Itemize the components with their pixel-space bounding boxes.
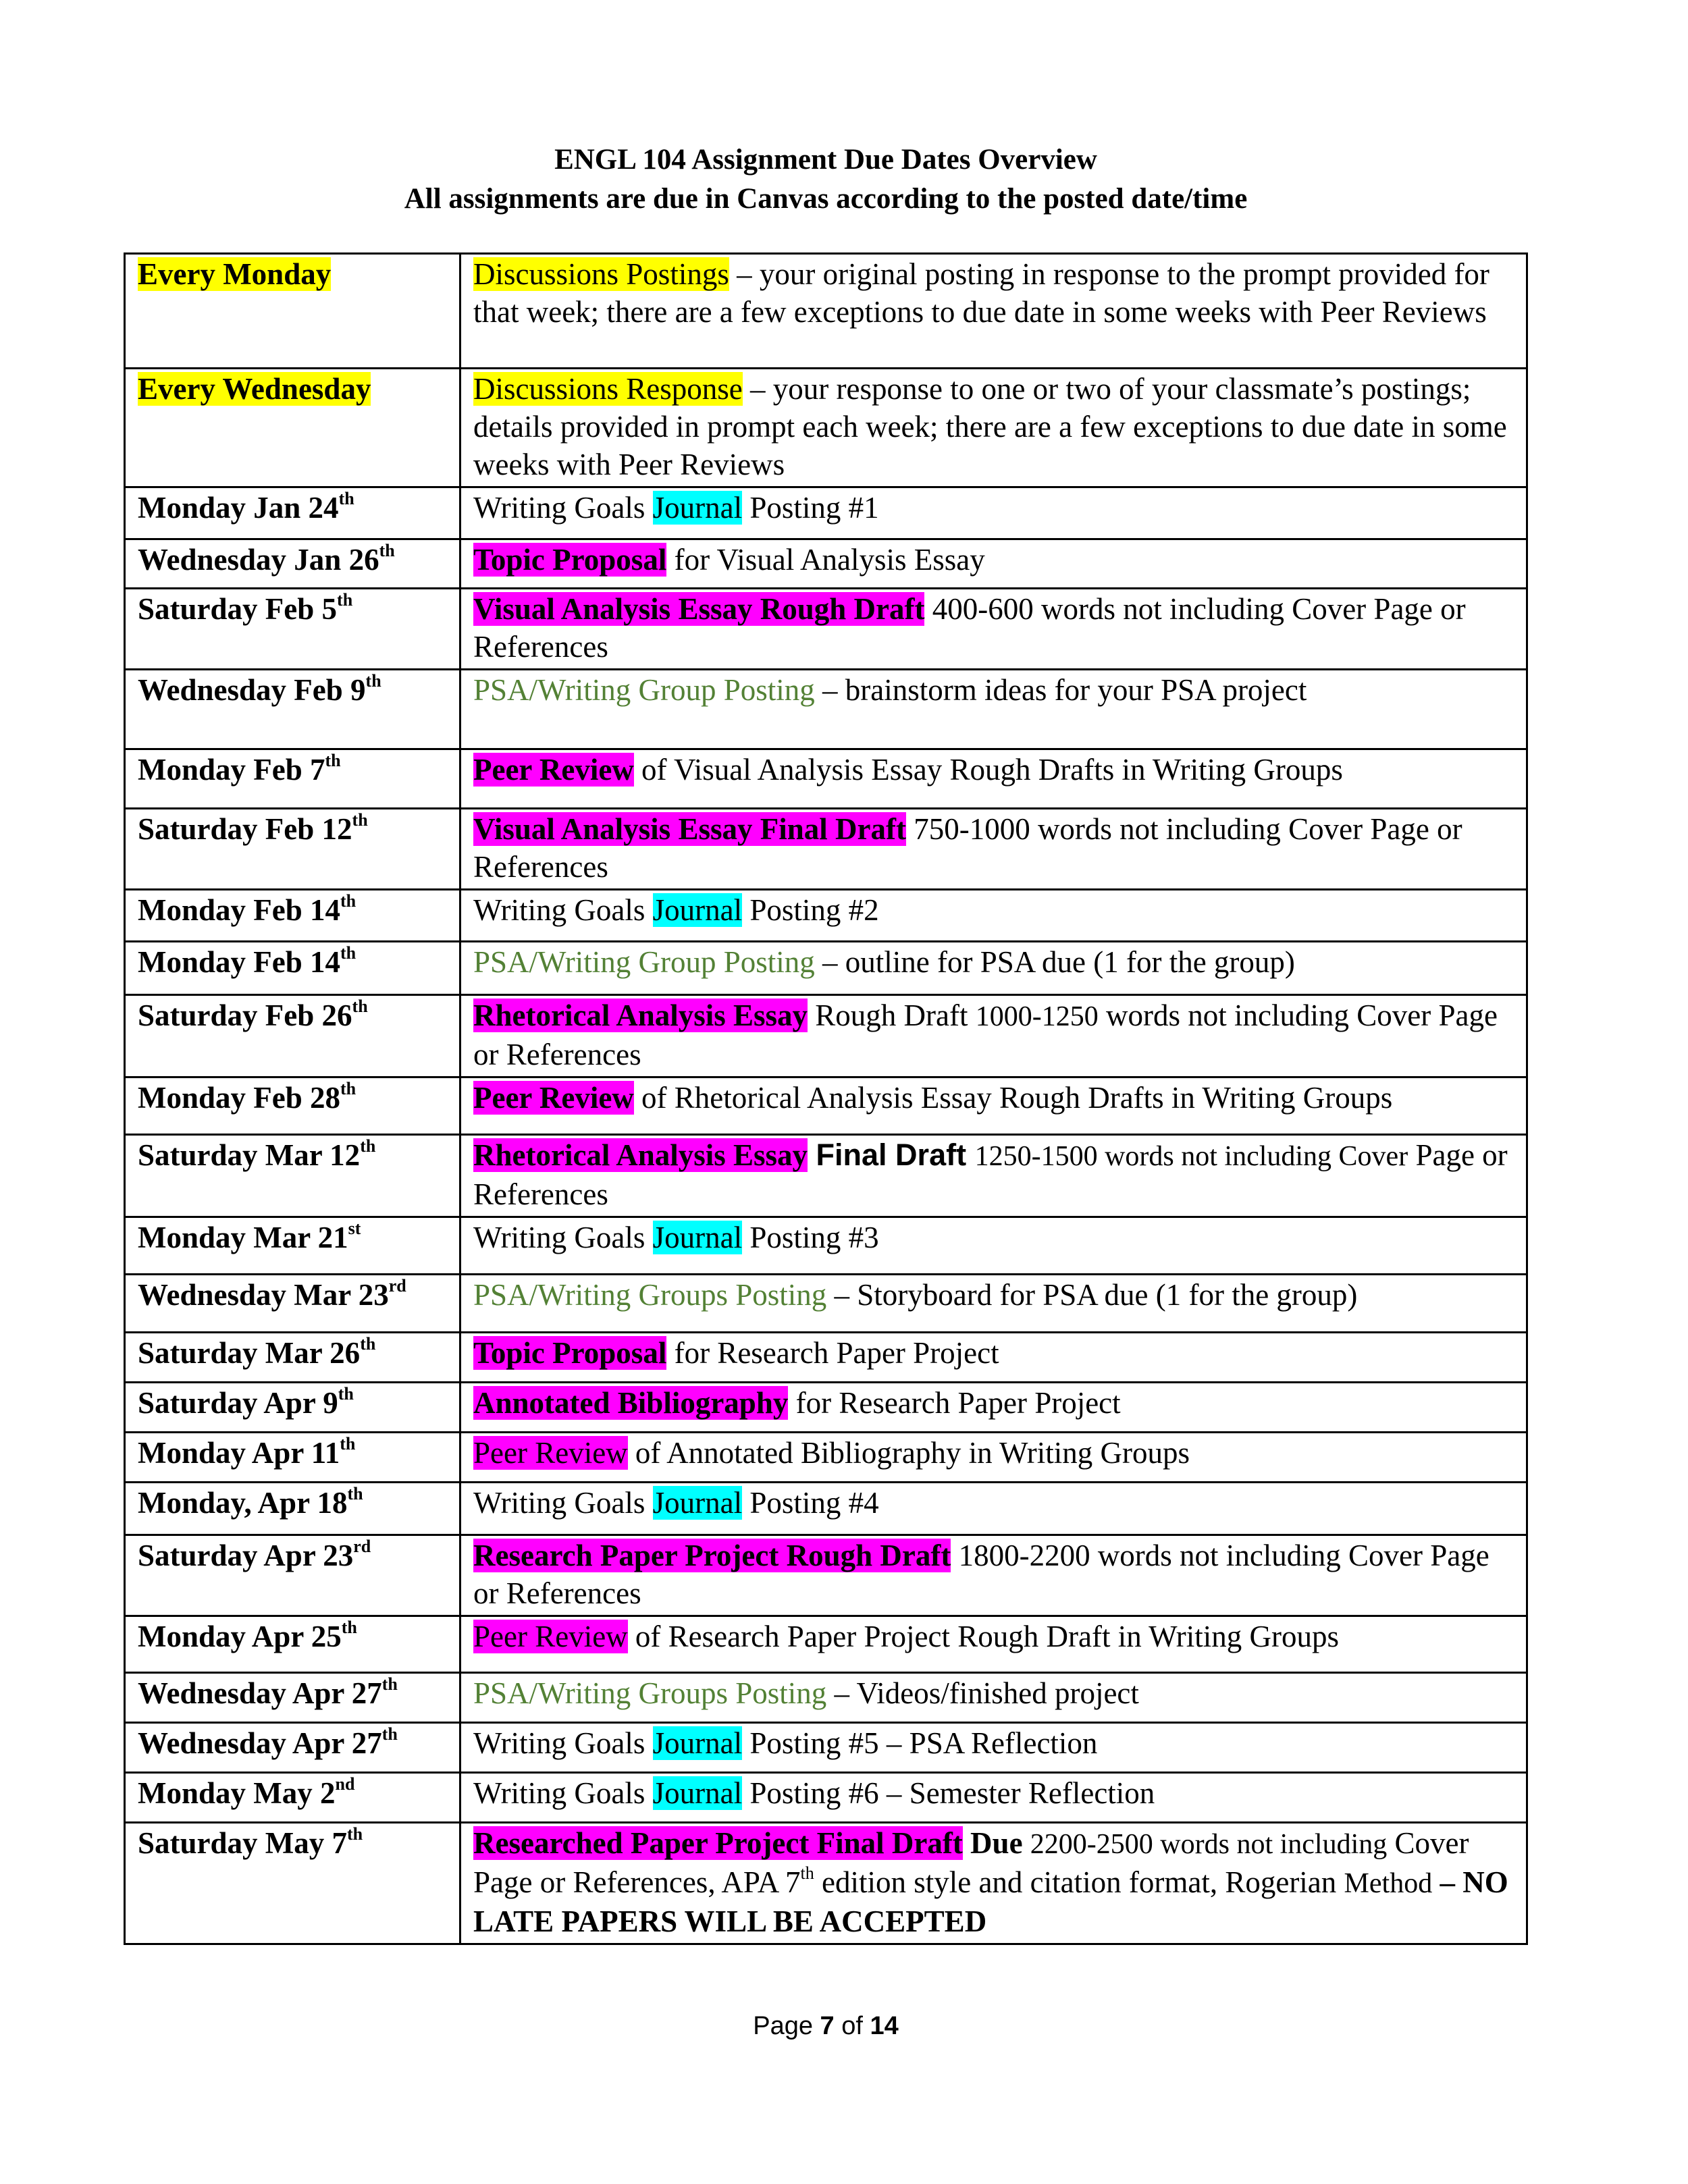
row-date: Saturday Mar 26 (138, 1336, 361, 1370)
date-suffix: th (340, 1079, 357, 1098)
row-description: for Visual Analysis Essay (666, 543, 985, 577)
date-suffix: st (348, 1219, 361, 1238)
row-description: Writing Goals (473, 1776, 653, 1810)
row-description: 400-600 words not including Cover Page or References (473, 592, 1466, 664)
due-label: Due (962, 1826, 1030, 1860)
row-date: Wednesday Mar 23 (138, 1278, 389, 1312)
row-date: Saturday Apr 9 (138, 1386, 338, 1420)
table-row (125, 1433, 1527, 1483)
row-date: Wednesday Apr 27 (138, 1676, 382, 1710)
row-description: Writing Goals (473, 1221, 653, 1254)
row-description: Posting #1 (742, 491, 879, 525)
title-line-1: ENGL 104 Assignment Due Dates Overview (554, 144, 1097, 176)
row-date: Saturday Mar 12 (138, 1138, 361, 1172)
table-row (125, 942, 1527, 995)
table-row (125, 539, 1527, 589)
edition-suffix: th (800, 1863, 814, 1883)
page-number: 7 (820, 2012, 835, 2040)
date-suffix: th (347, 1484, 363, 1503)
assignment-name: PSA/Writing Group Posting (473, 673, 815, 707)
page-total: 14 (870, 2012, 899, 2040)
assignment-name: Journal (652, 1486, 743, 1520)
row-date: Wednesday Jan 26 (138, 543, 379, 577)
table-row (125, 1535, 1527, 1616)
table-row (125, 809, 1527, 890)
row-date: Saturday Apr 23 (138, 1539, 354, 1572)
row-date: Monday Feb 14 (138, 945, 341, 979)
assignment-name: Peer Review (473, 753, 634, 787)
date-suffix: th (352, 996, 368, 1016)
assignment-name: Peer Review (473, 1081, 634, 1115)
row-description: Posting #2 (742, 893, 879, 927)
assignment-name: Researched Paper Project Final Draft (473, 1826, 963, 1860)
table-row (125, 749, 1527, 809)
date-suffix: th (337, 590, 353, 610)
row-date: Monday Feb 14 (138, 893, 341, 927)
row-date: Saturday May 7 (138, 1826, 348, 1860)
row-description: Posting #4 (742, 1486, 879, 1520)
table-row (125, 589, 1527, 670)
assignment-name: Journal (652, 1221, 743, 1254)
row-date: Monday Feb 7 (138, 753, 325, 787)
row-description: words not including Cover Page or References (473, 998, 1498, 1071)
row-date: Monday Jan 24 (138, 491, 339, 525)
page-of: of (834, 2012, 870, 2040)
word-count: 1250-1500 words not including Cover (974, 1141, 1408, 1172)
assignment-name: Peer Review (473, 1620, 628, 1653)
due-dates-table (124, 252, 1528, 1945)
word-count: 1000-1250 (975, 1001, 1099, 1032)
table-row (125, 1135, 1527, 1217)
row-date: Every Wednesday (138, 372, 371, 406)
date-suffix: th (347, 1824, 363, 1844)
date-suffix: nd (335, 1774, 355, 1794)
table-row (125, 995, 1527, 1077)
assignment-name: Journal (652, 1776, 743, 1810)
assignment-name: Research Paper Project Rough Draft (473, 1539, 951, 1572)
table-row (125, 890, 1527, 942)
row-date: Monday Apr 25 (138, 1620, 342, 1653)
assignment-name: Discussions Postings (473, 257, 729, 291)
date-suffix: th (360, 1136, 376, 1156)
assignment-name: Annotated Bibliography (473, 1386, 789, 1420)
assignment-name: Peer Review (473, 1436, 628, 1470)
assignment-name: PSA/Writing Group Posting (473, 945, 815, 979)
row-description: of Rhetorical Analysis Essay Rough Drafts in Writing Groups (633, 1081, 1393, 1115)
table-row (125, 1773, 1527, 1823)
row-description: of Visual Analysis Essay Rough Drafts in Writing Groups (633, 753, 1343, 787)
row-description: Posting #3 (742, 1221, 879, 1254)
date-suffix: rd (388, 1276, 406, 1296)
table-row (125, 1275, 1527, 1333)
row-date: Saturday Feb 12 (138, 812, 352, 846)
assignment-name: Visual Analysis Essay Final Draft (473, 812, 906, 846)
assignment-name: Journal (652, 1726, 743, 1760)
table-row (125, 670, 1527, 749)
row-description: Writing Goals (473, 1486, 653, 1520)
no-late-papers-notice: – NO LATE PAPERS WILL BE ACCEPTED (473, 1865, 1508, 1938)
page-label: Page (753, 2012, 820, 2040)
row-description: – Videos/finished project (826, 1676, 1139, 1710)
row-description: – your response to one or two of your classmate’s postings; details provided in prompt each week; there are a few exceptions to due date in some weeks with Peer Reviews (473, 372, 1507, 481)
date-suffix: rd (353, 1537, 371, 1556)
table-row (125, 487, 1527, 539)
table-row (125, 1383, 1527, 1433)
row-date: Wednesday Apr 27 (138, 1726, 382, 1760)
date-suffix: th (341, 1618, 357, 1637)
assignment-name: Journal (652, 893, 743, 927)
date-suffix: th (381, 1724, 398, 1744)
date-suffix: th (325, 751, 341, 770)
table-row (125, 1077, 1527, 1135)
assignment-name: PSA/Writing Groups Posting (473, 1278, 827, 1312)
row-description: 750-1000 words not including Cover Page or References (473, 812, 1462, 884)
date-suffix: th (381, 1674, 398, 1694)
table-row (125, 1217, 1527, 1275)
row-description: – your original posting in response to the prompt provided for that week; there are a few exceptions to due date in some weeks with Peer Reviews (473, 257, 1489, 329)
row-description: – outline for PSA due (1 for the group) (814, 945, 1295, 979)
row-description: Rough Draft (808, 998, 976, 1032)
date-suffix: th (379, 541, 395, 560)
table-row (125, 254, 1527, 369)
row-description: 1800-2200 words not including Cover Page or References (473, 1539, 1489, 1610)
date-suffix: th (340, 943, 357, 963)
row-date: Monday Apr 11 (138, 1436, 340, 1470)
row-description: for Research Paper Project (666, 1336, 999, 1370)
row-date: Every Monday (138, 257, 332, 291)
table-row (125, 1823, 1527, 1944)
row-date: Saturday Feb 5 (138, 592, 338, 626)
assignment-name: Journal (652, 491, 743, 525)
assignment-name: Topic Proposal (473, 1336, 667, 1370)
date-suffix: th (340, 1434, 356, 1454)
assignment-name: Rhetorical Analysis Essay (473, 1138, 808, 1172)
method-label: Method (1344, 1868, 1433, 1899)
assignment-name: PSA/Writing Groups Posting (473, 1676, 827, 1710)
table-row (125, 369, 1527, 487)
date-suffix: th (360, 1334, 376, 1354)
table-row (125, 1616, 1527, 1673)
table-row (125, 1723, 1527, 1773)
word-count: 2200-2500 words not including (1030, 1829, 1388, 1860)
row-date: Monday, Apr 18 (138, 1486, 348, 1520)
row-description: – brainstorm ideas for your PSA project (814, 673, 1307, 707)
row-description: of Research Paper Project Rough Draft in Writing Groups (627, 1620, 1340, 1653)
assignment-name: Rhetorical Analysis Essay (473, 998, 808, 1032)
row-description: Writing Goals (473, 491, 653, 525)
row-description: Page or References (473, 1138, 1508, 1211)
row-description: Posting #5 – PSA Reflection (742, 1726, 1098, 1760)
document-title (0, 140, 1652, 219)
table-row (125, 1333, 1527, 1383)
row-date: Wednesday Feb 9 (138, 673, 366, 707)
title-line-2: All assignments are due in Canvas according to the posted date/time (404, 183, 1248, 215)
row-date: Saturday Feb 26 (138, 998, 352, 1032)
row-description: for Research Paper Project (788, 1386, 1121, 1420)
date-suffix: th (338, 1384, 354, 1404)
row-description: of Annotated Bibliography in Writing Groups (627, 1436, 1190, 1470)
table-row (125, 1483, 1527, 1535)
row-date: Monday May 2 (138, 1776, 336, 1810)
page-footer (0, 2012, 1652, 2041)
row-date: Monday Feb 28 (138, 1081, 341, 1115)
row-description: Writing Goals (473, 1726, 653, 1760)
row-description: Cover Page or References, APA 7 (473, 1826, 1469, 1899)
date-suffix: th (338, 489, 354, 508)
date-suffix: th (365, 671, 381, 691)
row-description: Writing Goals (473, 893, 653, 927)
assignment-name: Visual Analysis Essay Rough Draft (473, 592, 925, 626)
row-date: Monday Mar 21 (138, 1221, 348, 1254)
assignment-name: Topic Proposal (473, 543, 667, 577)
date-suffix: th (340, 891, 357, 911)
table-row (125, 1673, 1527, 1723)
row-description: – Storyboard for PSA due (1 for the group) (826, 1278, 1358, 1312)
assignment-name: Discussions Response (473, 372, 743, 406)
date-suffix: th (352, 810, 368, 830)
row-description: edition style and citation format, Rogerian (814, 1865, 1344, 1899)
final-draft-label: Final Draft (808, 1138, 975, 1172)
row-description: Posting #6 – Semester Reflection (742, 1776, 1155, 1810)
